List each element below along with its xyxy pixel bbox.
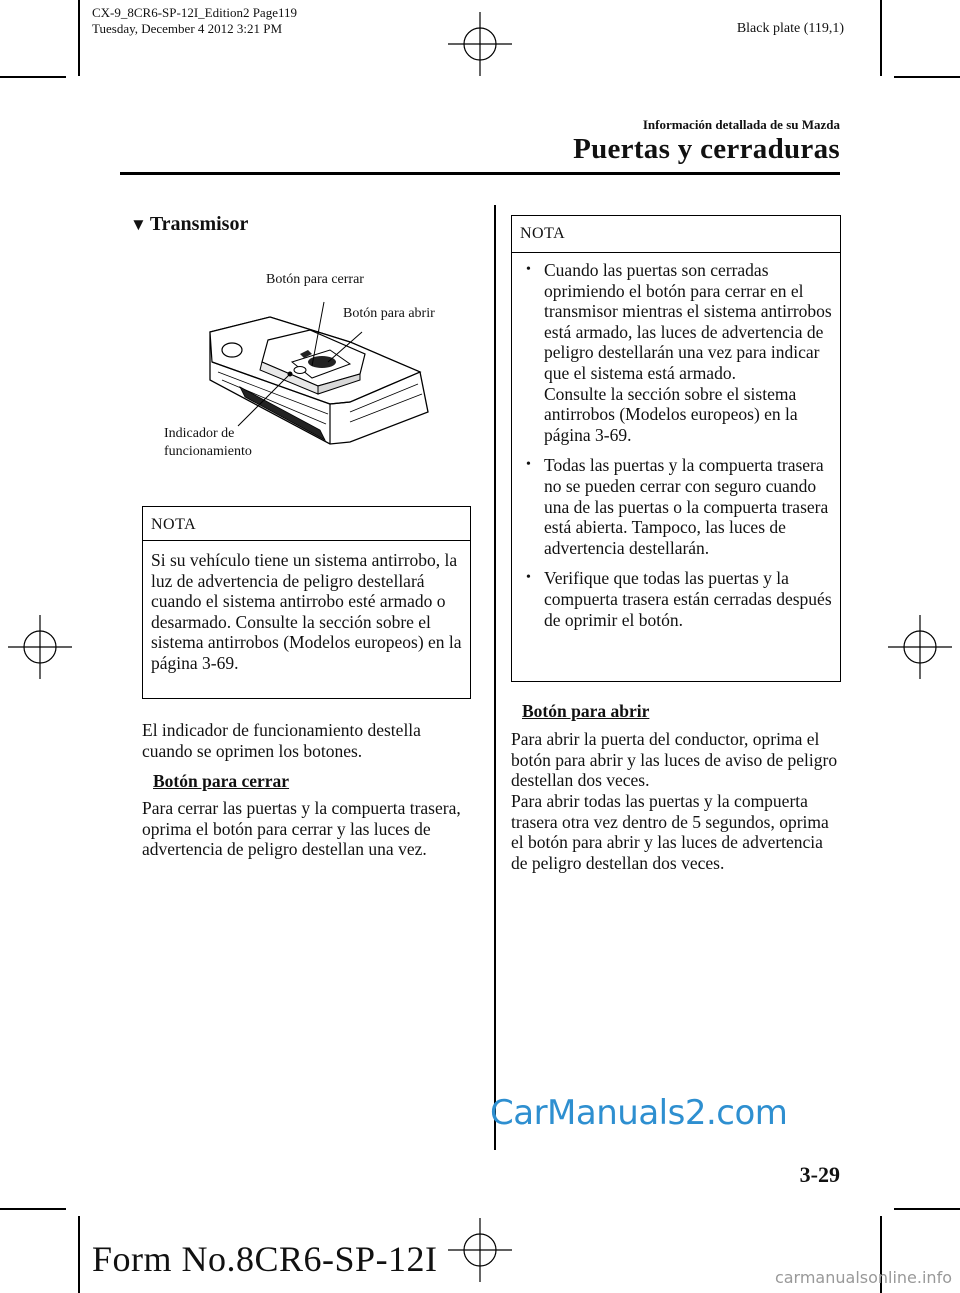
crop-mark (880, 0, 882, 76)
callout-indicator (164, 425, 252, 461)
note-label-right: NOTA (512, 216, 840, 253)
form-number: Form No.8CR6-SP-12I (92, 1239, 438, 1279)
crop-mark (894, 1208, 960, 1210)
note-box-right (511, 215, 841, 682)
note-bullet-item (520, 260, 832, 445)
registration-mark-right (888, 615, 952, 679)
plate-label: Black plate (119,1) (736, 21, 844, 36)
callout-indicator-line2: funcionamiento (164, 444, 252, 459)
column-divider (494, 205, 496, 1150)
callout-indicator-line1: Indicador de (164, 426, 235, 441)
callout-unlock-button: Botón para abrir (343, 306, 435, 321)
paragraph-lock-button: Para cerrar las puertas y la compuerta trasera, oprima el botón para cerrar y las luces de advertencia de peligro destellan una vez. (142, 798, 461, 860)
paragraph-unlock-button-2: Para abrir todas las puertas y la compuerta trasera otra vez dentro de 5 segundos, oprima el botón para abrir y las luces de advertencia de peligro destellan dos veces. (511, 791, 829, 873)
paragraph-unlock-button-1: Para abrir la puerta del conductor, oprima el botón para abrir y las luces de aviso de peligro destellan dos veces. (511, 729, 838, 791)
note-bullet-item: • Verifique que todas las puertas y la compuerta trasera están cerradas después de oprimir el botón. (520, 568, 832, 630)
paragraph-indicator: El indicador de funcionamiento destella cuando se oprimen los botones. (142, 720, 421, 761)
note-bullet-text: • Cuando las puertas son cerradas oprimiendo el botón para cerrar en el transmisor mientras el sistema antirrobos está armado, las luces de advertencia de peligro destellarán una vez para indicar que el sistema está armado. (544, 260, 832, 383)
subheading-unlock-button: Botón para abrir (522, 701, 650, 721)
crop-mark (78, 1216, 80, 1293)
note-bullet-item: • Todas las puertas y la compuerta trasera no se pueden cerrar con seguro cuando una de las puertas o la compuerta trasera está abierta. Tampoco, las luces de advertencia destellarán. (520, 455, 832, 558)
plate-info-line2: Tuesday, December 4 2012 3:21 PM (92, 21, 283, 36)
plate-info (92, 5, 297, 37)
page-title: Puertas y cerraduras (573, 133, 840, 165)
crop-mark (78, 0, 80, 76)
crop-mark (894, 76, 960, 78)
registration-mark-bottom (448, 1218, 512, 1282)
chapter-title: Información detallada de su Mazda (642, 117, 840, 132)
crop-mark (0, 1208, 66, 1210)
callout-lock-button: Botón para cerrar (266, 272, 364, 287)
registration-mark-left (8, 615, 72, 679)
section-heading (130, 213, 248, 236)
site-watermark: carmanualsonline.info (774, 1268, 952, 1287)
note-bullets (512, 253, 840, 648)
watermark: CarManuals2.com (490, 1093, 788, 1133)
section-title: Transmisor (149, 213, 249, 235)
note-label: NOTA (143, 507, 470, 541)
plate-info-line1: CX-9_8CR6-SP-12I_Edition2 Page119 (92, 5, 297, 20)
page-number: 3-29 (799, 1162, 840, 1187)
note-text: Si su vehículo tiene un sistema antirrobo, la luz de advertencia de peligro destellará cuando el sistema antirrobo esté armado o desarmado. Consulte la sección sobre el sistema antirrobos (Modelos europeos) en la página 3-69. (151, 550, 462, 673)
subheading-lock-button: Botón para cerrar (153, 771, 290, 791)
registration-mark-top (448, 12, 512, 76)
triangle-marker-icon: ▼ (130, 215, 147, 234)
header-rule (120, 172, 840, 175)
crop-mark (0, 76, 66, 78)
note-box-left (142, 506, 471, 699)
note-bullet-text: Consulte la sección sobre el sistema antirrobos (Modelos europeos) en la página 3-69. (544, 383, 798, 445)
